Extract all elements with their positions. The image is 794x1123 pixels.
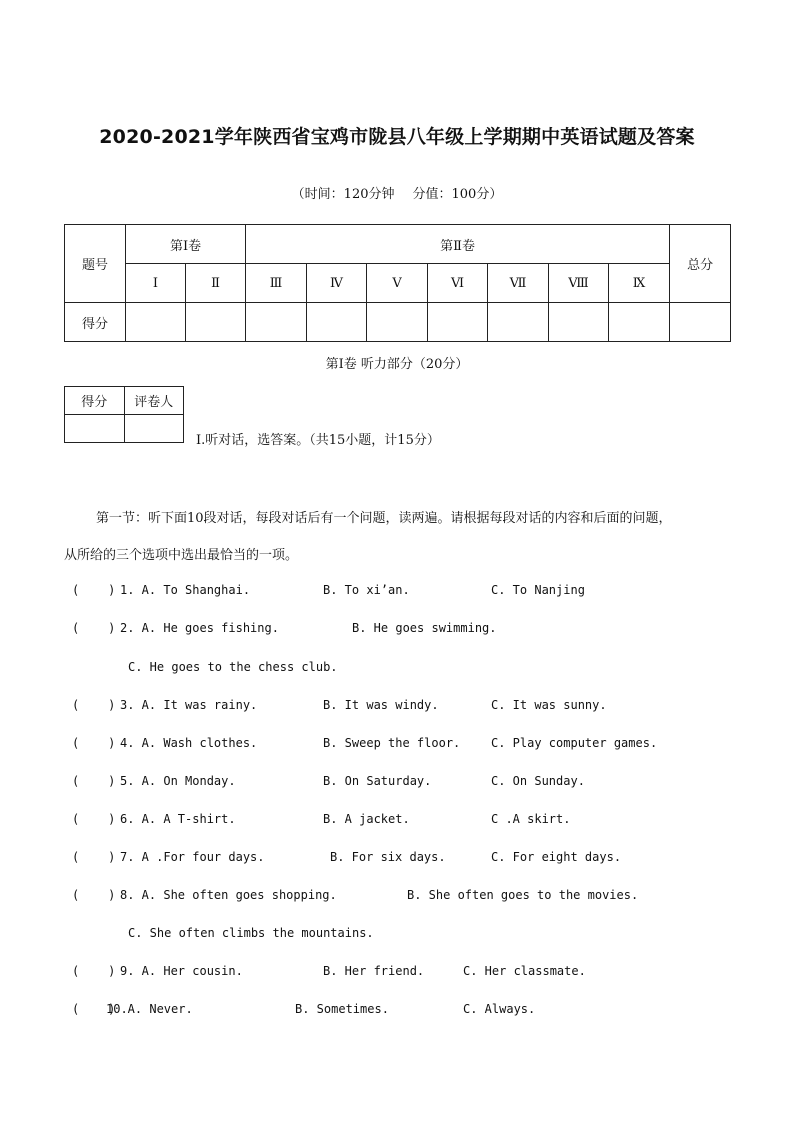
option-c: C. Play computer games. [491,736,658,750]
grader-score-label: 得分 [65,387,125,415]
exam-total-score: 分值：100分） [412,187,503,202]
option-a: 4. A. Wash clothes. [120,736,258,750]
option-c: C. On Sunday. [491,774,585,788]
score-cell [367,303,428,342]
option-b: B. It was windy. [323,698,439,712]
question-4 [72,736,658,754]
question-3 [72,698,607,716]
answer-paren: ( ) [72,1002,116,1016]
answer-paren: ( ) [72,621,116,635]
option-b: B. To xi’an. [323,583,410,597]
section-1-title: I.听对话，选答案。（共15小题，计15分） [196,433,440,448]
question-6 [72,812,571,830]
option-b: B. Sometimes. [295,1002,389,1016]
option-c: C. He goes to the chess club. [128,660,338,674]
answer-paren: ( ) [72,736,116,750]
section-intro-line-2: 从所给的三个选项中选出最恰当的一项。 [64,548,299,563]
answer-paren: ( ) [72,850,116,864]
option-b: B. For six days. [330,850,446,864]
option-b: B. On Saturday. [323,774,432,788]
page-title: 2020-2021学年陕西省宝鸡市陇县八年级上学期期中英语试题及答案 [99,126,695,148]
score-cell [670,303,731,342]
option-c: C. Her classmate. [463,964,586,978]
part-1-heading: 第Ⅰ卷 听力部分（20分） [325,357,469,372]
volume-2-header: 第Ⅱ卷 [246,225,670,264]
option-c: C. It was sunny. [491,698,607,712]
roman-numeral-3: Ⅲ [246,264,307,303]
score-cell [549,303,609,342]
volume-1-header: 第Ⅰ卷 [126,225,246,264]
answer-paren: ( ) [72,774,116,788]
grader-table [64,386,184,443]
roman-numeral-1: Ⅰ [126,264,186,303]
roman-numeral-7: Ⅶ [488,264,549,303]
option-c: C. To Nanjing [491,583,585,597]
exam-info [0,183,794,202]
question-7 [72,850,622,868]
section-intro-line-1: 第一节：听下面10段对话，每段对话后有一个问题，读两遍。请根据每段对话的内容和后面的问题， [96,511,672,526]
option-a: 9. A. Her cousin. [120,964,243,978]
score-cell [246,303,307,342]
option-a: 2. A. He goes fishing. [120,621,279,635]
option-b: B. Her friend. [323,964,425,978]
question-number-label: 题号 [65,225,126,303]
option-b: B. She often goes to the movies. [407,888,639,902]
grader-name-label: 评卷人 [124,387,184,415]
question-8 [72,888,639,906]
option-b: B. A jacket. [323,812,410,826]
question-8-continued [72,926,374,944]
option-a: 8. A. She often goes shopping. [120,888,337,902]
question-2 [72,621,497,639]
total-score-label: 总分 [670,225,731,303]
grader-name-cell [124,415,184,443]
score-table [64,224,731,342]
score-row-label: 得分 [65,303,126,342]
option-a: 6. A. A T-shirt. [120,812,236,826]
exam-time: （时间：120分钟 [291,187,395,202]
question-5 [72,774,585,792]
roman-numeral-8: Ⅷ [549,264,609,303]
score-cell [609,303,670,342]
roman-numeral-6: Ⅵ [428,264,488,303]
option-c: C. She often climbs the mountains. [128,926,374,940]
option-a: 7. A .For four days. [120,850,265,864]
score-cell [488,303,549,342]
question-9 [72,964,586,982]
score-cell [428,303,488,342]
option-a: 1. A. To Shanghai. [120,583,251,597]
grader-score-cell [65,415,125,443]
option-b: B. Sweep the floor. [323,736,461,750]
option-a: 5. A. On Monday. [120,774,236,788]
answer-paren: ( ) [72,812,116,826]
answer-paren: ( ) [72,698,116,712]
question-2-continued [72,660,338,678]
roman-numeral-5: Ⅴ [367,264,428,303]
option-c: C. For eight days. [491,850,622,864]
question-1 [72,583,585,601]
score-cell [307,303,367,342]
answer-paren: ( ) [72,583,116,597]
option-c: C. Always. [463,1002,536,1016]
question-10 [72,1002,536,1020]
answer-paren: ( ) [72,964,116,978]
score-cell [186,303,246,342]
roman-numeral-2: Ⅱ [186,264,246,303]
option-a: 3. A. It was rainy. [120,698,258,712]
option-a: 10.A. Never. [106,1002,193,1016]
option-c: C .A skirt. [491,812,571,826]
option-b: B. He goes swimming. [352,621,497,635]
roman-numeral-9: Ⅸ [609,264,670,303]
score-cell [126,303,186,342]
roman-numeral-4: Ⅳ [307,264,367,303]
answer-paren: ( ) [72,888,116,902]
